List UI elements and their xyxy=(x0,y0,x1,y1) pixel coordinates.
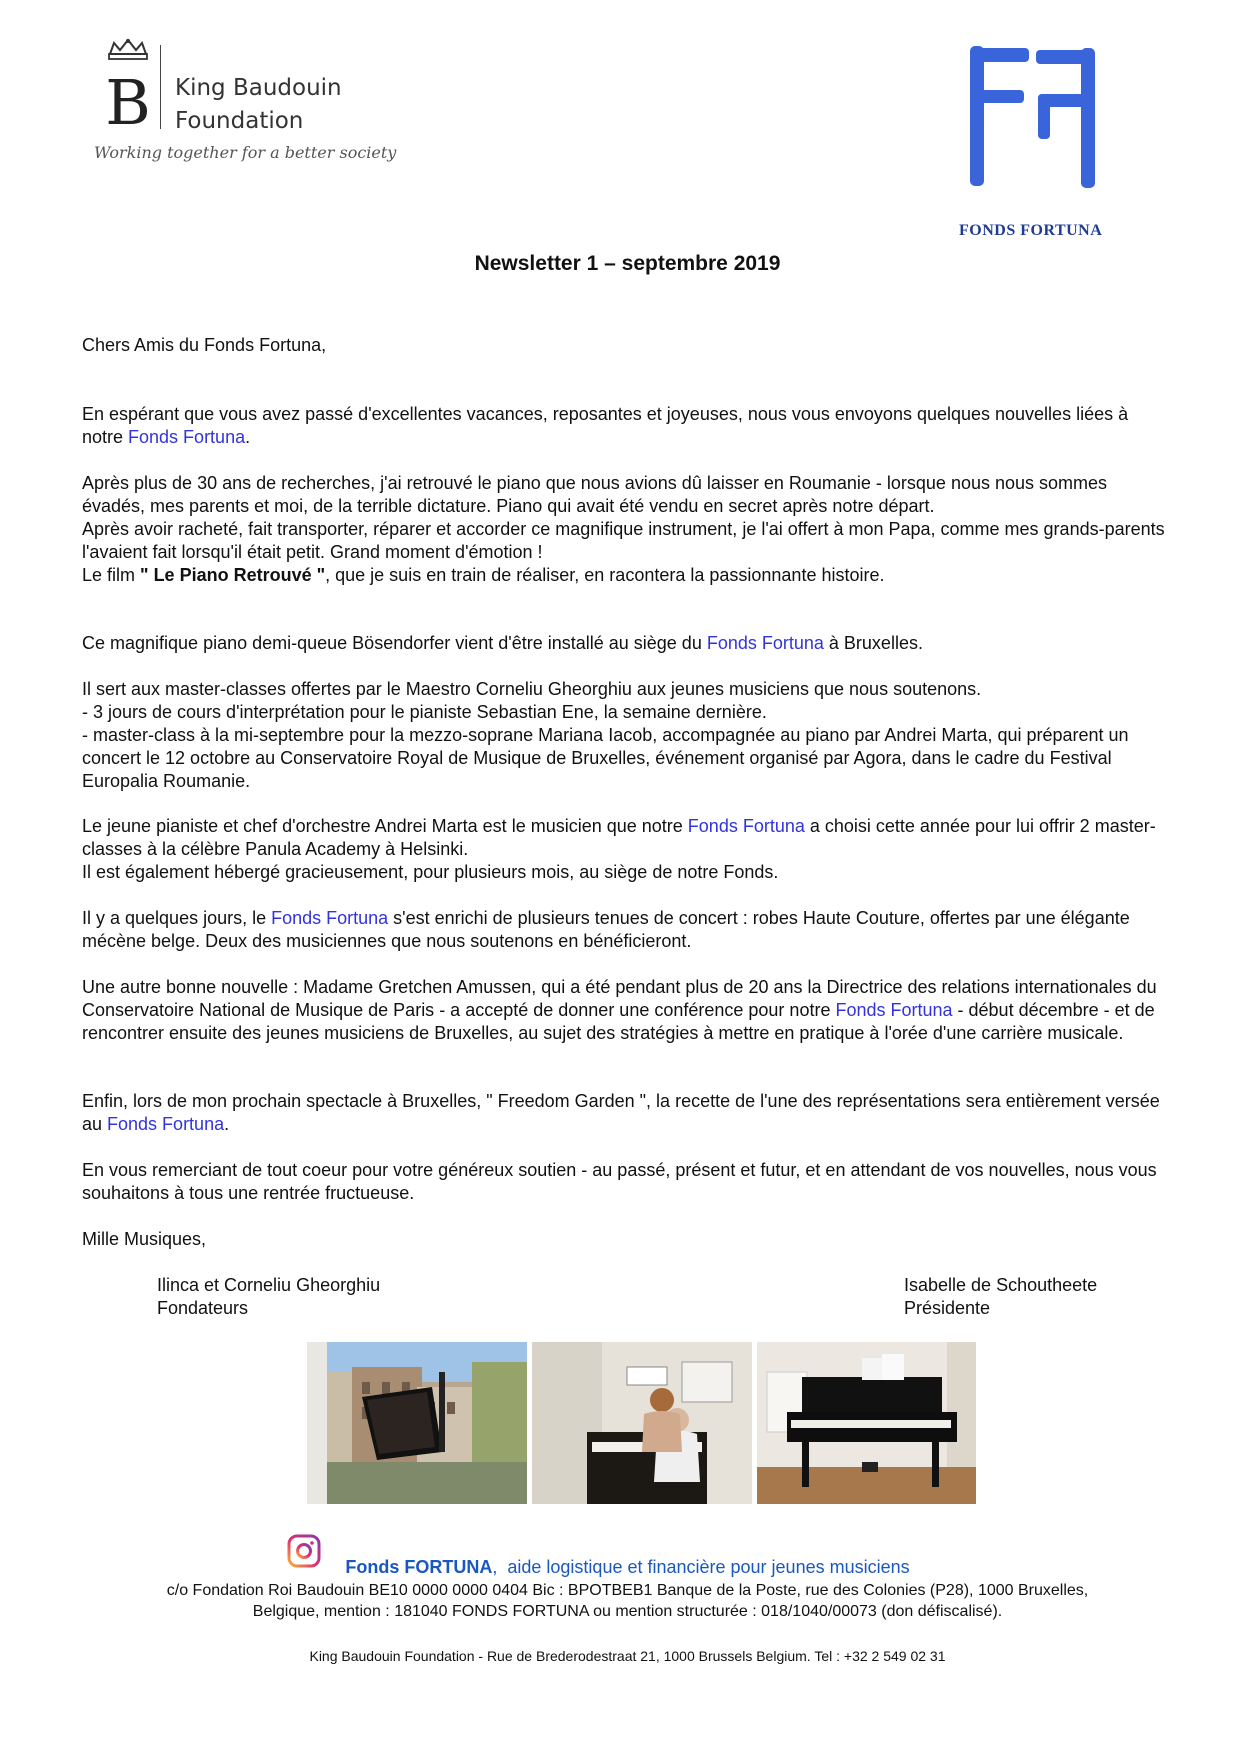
footer-org-desc: aide logistique et financière pour jeunes musiciens xyxy=(507,1557,910,1577)
kbf-name xyxy=(175,72,342,138)
footer-bank-details: c/o Fondation Roi Baudouin BE10 0000 0000 0404 Bic : BPOTBEB1 Banque de la Poste, rue des Colonies (P28), 1000 Bruxelles, Belgique, mention : 181040 FONDS FORTUNA ou mention structurée : 018/1040/00073 (don défiscalisé). xyxy=(166,1582,1089,1620)
fonds-fortuna-link[interactable]: Fonds Fortuna xyxy=(107,1114,225,1134)
founders-role: Fondateurs xyxy=(157,1298,249,1318)
paragraph-concert-dresses: Il y a quelques jours, le Fonds Fortuna s'est enrichi de plusieurs tenues de concert : robes Haute Couture, offertes par une élégante mécène belge. Deux des musiciennes que nous soutenons en bénéficieront. xyxy=(82,908,1130,951)
president-role: Présidente xyxy=(904,1298,991,1318)
fonds-fortuna-link[interactable]: Fonds Fortuna xyxy=(687,816,805,836)
fonds-fortuna-logo xyxy=(968,42,1098,190)
photo-pianist-duo xyxy=(532,1342,752,1504)
fonds-fortuna-link[interactable]: Fonds Fortuna xyxy=(271,908,389,928)
closing: Mille Musiques, xyxy=(82,1229,207,1249)
footer-org-line: Fonds FORTUNA, aide logistique et financière pour jeunes musiciens xyxy=(345,1557,910,1577)
kbf-logo xyxy=(104,38,152,130)
kbf-name-line1: King Baudouin xyxy=(175,75,342,101)
kbf-name-line2: Foundation xyxy=(175,108,304,134)
svg-text:B: B xyxy=(105,66,151,130)
paragraph-bosendorfer: Ce magnifique piano demi-queue Bösendorfer vient d'être installé au siège du Fonds Fortuna à Bruxelles. xyxy=(82,633,923,653)
paragraph-andrei-marta: Le jeune pianiste et chef d'orchestre Andrei Marta est le musicien que notre Fonds Fortuna a choisi cette année pour lui offrir 2 master-classes à la célèbre Panula Academy à Helsinki. Il est également hébergé gracieusement, pour plusieurs mois, au siège de notre Fonds. xyxy=(82,816,1156,882)
fonds-fortuna-link[interactable]: Fonds Fortuna xyxy=(128,427,246,447)
fonds-fortuna-wordmark: FONDS FORTUNA xyxy=(959,222,1103,239)
paragraph-freedom-garden: Enfin, lors de mon prochain spectacle à Bruxelles, " Freedom Garden ", la recette de l'une des représentations sera entièrement versée au Fonds Fortuna. xyxy=(82,1091,1160,1134)
signature-founders xyxy=(157,1274,380,1320)
film-title: " Le Piano Retrouvé " xyxy=(140,565,326,585)
kbf-divider xyxy=(160,45,161,129)
paragraph-masterclasses: Il sert aux master-classes offertes par le Maestro Corneliu Gheorghiu aux jeunes musiciens que nous soutenons. - 3 jours de cours d'interprétation pour le pianiste Sebastian Ene, la semaine dernière. - master-class à la mi-septembre pour la mezzo-soprane Mariana Iacob, accompagnée au piano par Andrei Marta, qui préparent un concert le 12 octobre au Conservatoire Royal de Musique de Bruxelles, événement organisé par Agora, dans le cadre du Festival Europalia Roumanie. xyxy=(82,679,1129,791)
footer-address: King Baudouin Foundation - Rue de Brederodestraat 21, 1000 Brussels Belgium. Tel : +32 2 549 02 31 xyxy=(309,1648,946,1664)
greeting: Chers Amis du Fonds Fortuna, xyxy=(82,335,327,355)
paragraph-piano: Après plus de 30 ans de recherches, j'ai retrouvé le piano que nous avions dû laisser en Roumanie - lorsque nous nous sommes évadés, mes parents et moi, de la terrible dictature. Piano qui avait été vendu en secret après notre départ. Après avoir racheté, fait transporter, réparer et accorder ce magnifique instrument, je l'ai offert à mon Papa, comme mes grands-parents l'avaient fait lorsqu'il était petit. Grand moment d'émotion ! Le film " Le Piano Retrouvé ", que je suis en train de réaliser, en racontera la passionnante histoire. xyxy=(82,473,1165,585)
crown-icon xyxy=(104,38,152,130)
photo-grand-piano xyxy=(757,1342,976,1504)
paragraph-intro: En espérant que vous avez passé d'excellentes vacances, reposantes et joyeuses, nous vous envoyons quelques nouvelles liées à notre Fonds Fortuna. xyxy=(82,404,1129,447)
kbf-tagline: Working together for a better society xyxy=(94,143,397,162)
signature-president xyxy=(904,1274,1097,1320)
fonds-fortuna-link[interactable]: Fonds Fortuna xyxy=(835,1000,953,1020)
fonds-fortuna-link[interactable]: Fonds Fortuna xyxy=(706,633,824,653)
president-name: Isabelle de Schoutheete xyxy=(904,1275,1098,1295)
newsletter-title: Newsletter 1 – septembre 2019 xyxy=(474,252,781,275)
paragraph-conference: Une autre bonne nouvelle : Madame Gretchen Amussen, qui a été pendant plus de 20 ans la Directrice des relations internationales du Conservatoire National de Musique de Paris - a accepté de donner une conférence pour notre Fonds Fortuna - début décembre - et de rencontrer ensuite des jeunes musiciens de Bruxelles, au sujet des stratégies à mettre en pratique à l'orée d'une carrière musicale. xyxy=(82,977,1157,1043)
footer-org-name: Fonds FORTUNA xyxy=(345,1557,493,1577)
paragraph-thanks: En vous remerciant de tout coeur pour votre généreux soutien - au passé, présent et futur, et en attendant de vos nouvelles, nous vous souhaitons à tous une rentrée fructueuse. xyxy=(82,1160,1157,1203)
founders-name: Ilinca et Corneliu Gheorghiu xyxy=(157,1275,381,1295)
photo-street-piano xyxy=(307,1342,527,1504)
